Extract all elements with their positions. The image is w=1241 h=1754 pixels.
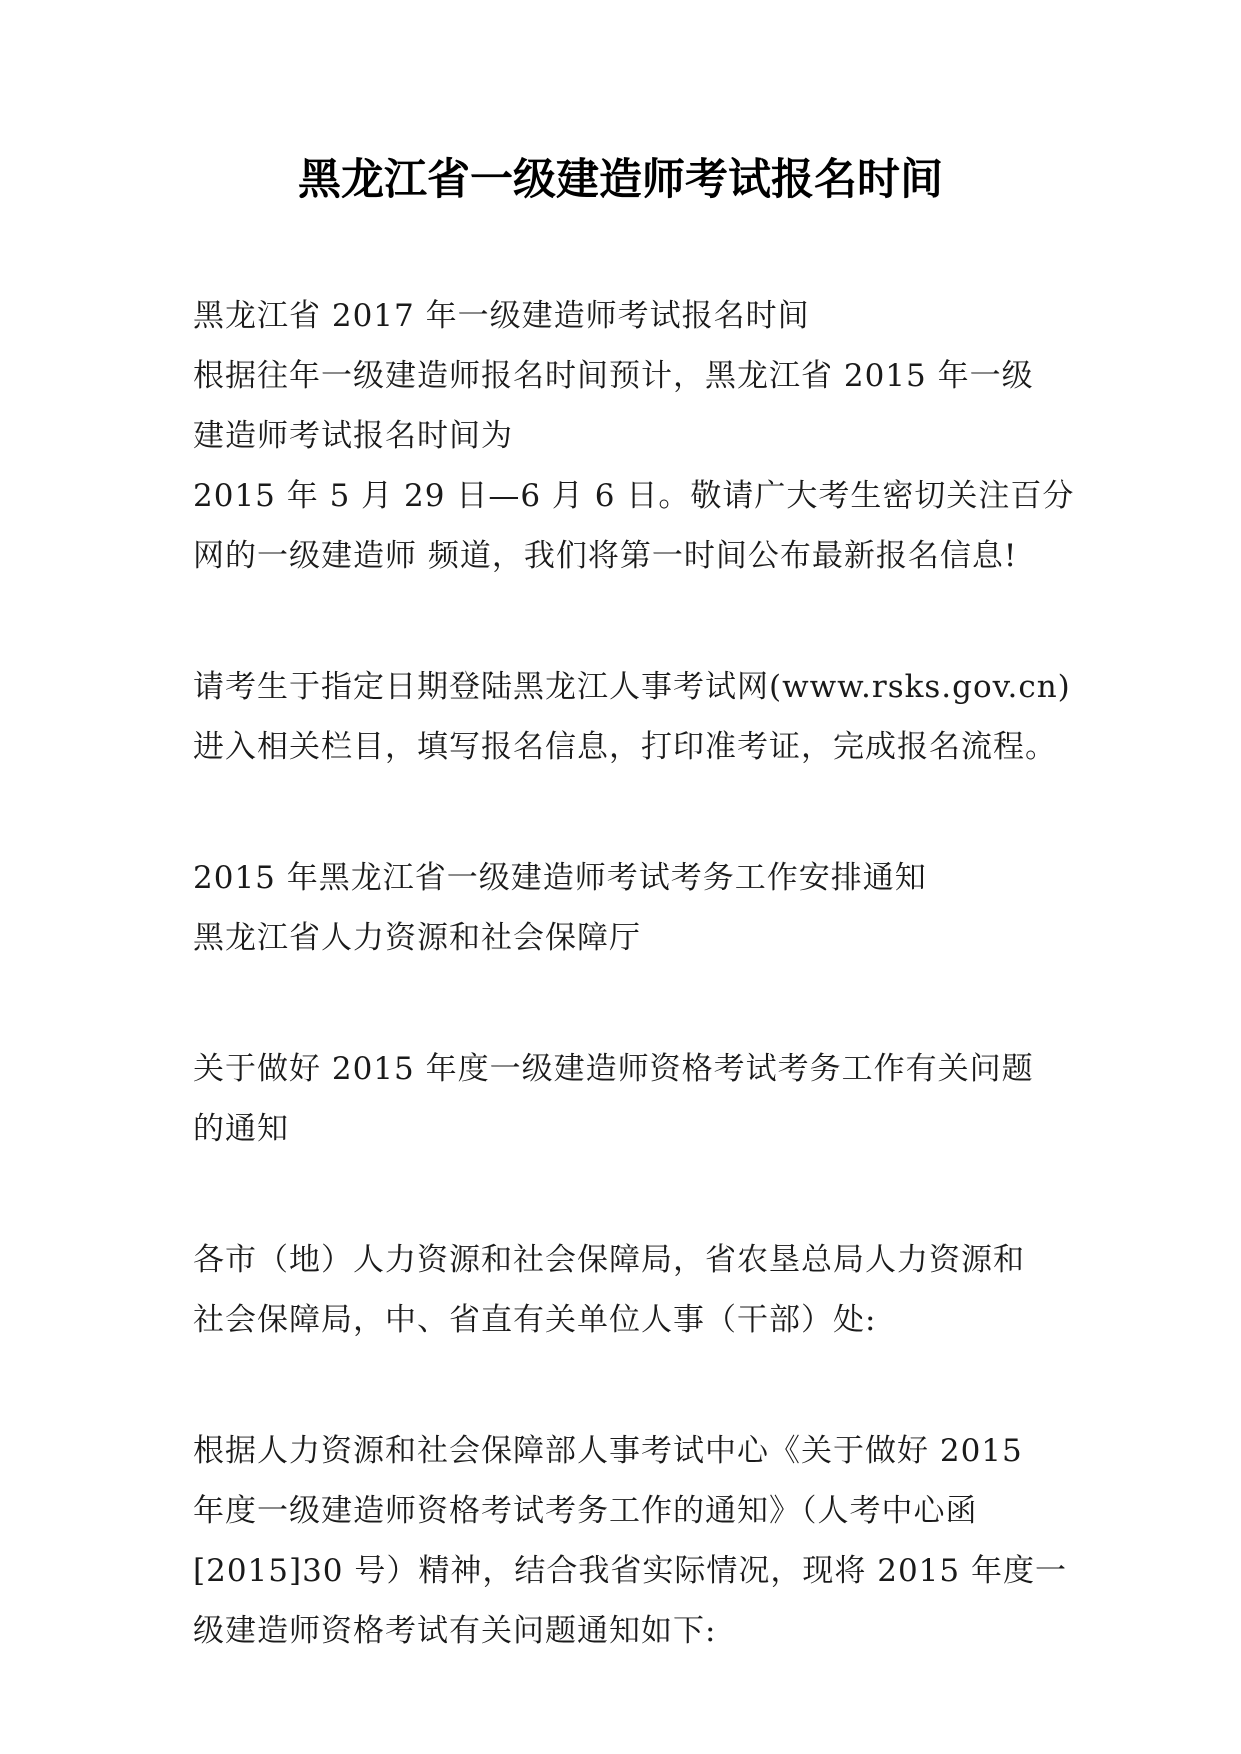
text-line: 各市（地）人力资源和社会保障局，省农垦总局人力资源和	[193, 1242, 1025, 1278]
text-line: 根据往年一级建造师报名时间预计，黑龙江省 2015 年一级	[193, 358, 1034, 394]
text-line: 网的一级建造师 频道，我们将第一时间公布最新报名信息!	[193, 538, 1018, 574]
paragraph-recipients	[193, 1230, 1073, 1350]
text-line: 黑龙江省 2017 年一级建造师考试报名时间	[193, 298, 810, 334]
paragraph-gap	[193, 1159, 1073, 1230]
paragraph-gap	[193, 586, 1073, 657]
paragraph-gap	[193, 1350, 1073, 1421]
text-line: 根据人力资源和社会保障部人事考试中心《关于做好 2015	[193, 1433, 1023, 1469]
paragraph-login-instructions	[193, 657, 1073, 777]
text-line: 进入相关栏目，填写报名信息，打印准考证，完成报名流程。	[193, 729, 1057, 765]
text-line: 社会保障局，中、省直有关单位人事（干部）处:	[193, 1302, 877, 1338]
text-line: 2015 年 5 月 29 日—6 月 6 日。敬请广大考生密切关注百分	[193, 478, 1075, 514]
text-line: 黑龙江省人力资源和社会保障厅	[193, 920, 641, 956]
text-line: 2015 年黑龙江省一级建造师考试考务工作安排通知	[193, 860, 927, 896]
paragraph-notice-title	[193, 1039, 1073, 1159]
paragraph-registration-time	[193, 286, 1073, 586]
document-body	[193, 286, 1073, 1661]
paragraph-gap	[193, 777, 1073, 848]
paragraph-notice-heading	[193, 848, 1073, 968]
text-line: 请考生于指定日期登陆黑龙江人事考试网(www.rsks.gov.cn)	[193, 669, 1071, 705]
text-line: 年度一级建造师资格考试考务工作的通知》（人考中心函	[193, 1493, 978, 1529]
text-line: 关于做好 2015 年度一级建造师资格考试考务工作有关问题	[193, 1051, 1034, 1087]
paragraph-gap	[193, 968, 1073, 1039]
text-line: [2015]30 号）精神，结合我省实际情况，现将 2015 年度一	[193, 1553, 1067, 1589]
document-title: 黑龙江省一级建造师考试报名时间	[298, 155, 943, 205]
text-line: 的通知	[193, 1111, 289, 1147]
paragraph-notice-body	[193, 1421, 1073, 1661]
text-line: 建造师考试报名时间为	[193, 418, 513, 454]
text-line: 级建造师资格考试有关问题通知如下:	[193, 1613, 717, 1649]
